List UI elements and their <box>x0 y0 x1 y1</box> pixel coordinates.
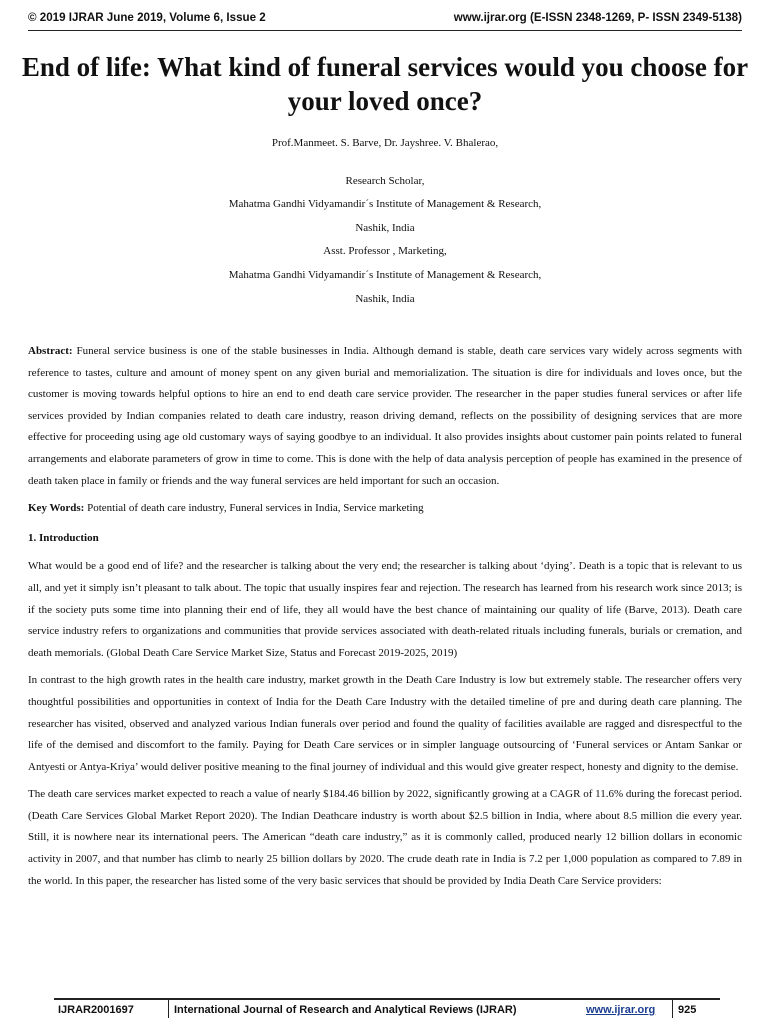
affiliation-line: Research Scholar, <box>345 174 425 187</box>
footer-rule <box>54 998 720 1000</box>
keywords-text: Potential of death care industry, Funeral services in India, Service marketing <box>87 502 424 515</box>
affiliation-line: Nashik, India <box>355 292 415 305</box>
abstract <box>28 341 742 492</box>
affiliation-line: Mahatma Gandhi Vidyamandir´s Institute of Management & Research, <box>228 198 542 211</box>
affiliation-line: Nashik, India <box>355 221 415 234</box>
footer-separator <box>168 1000 169 1018</box>
header-rule <box>28 30 742 31</box>
affiliation-line: Asst. Professor , Marketing, <box>323 245 447 258</box>
authors: Prof.Manmeet. S. Barve, Dr. Jayshree. V. Bhalerao, <box>271 137 499 149</box>
author-block <box>0 132 770 311</box>
footer-journal: International Journal of Research and Analytical Reviews (IJRAR) <box>174 1004 517 1016</box>
affiliation-line: Mahatma Gandhi Vidyamandir´s Institute of Management & Research, <box>228 268 542 281</box>
keywords <box>28 498 742 520</box>
footer-separator <box>672 1000 673 1018</box>
abstract-text: Funeral service business is one of the stable businesses in India. Although demand is stable, death care services vary widely across segments with reference to tastes, culture and amount of money spent on any given burial and memorialization. The situation is dire for individuals and loves once, but the customer is moving towards helpful options to hire an end to end death care service provider. The researcher in the paper studies funeral services or after life services provided by Indian companies related to death care industry, reason driving demand, reflects on the possibility of designing services that are more effective for proceeding using age old customary ways of saying goodbye to an individual. It also provides insights about customer pain points related to funeral arrangements and elaborate parameters of grow in time to come. This is done with the help of data analysis perception of people has examined in the presence of death taken place in family or friends and the way funeral services are held important for such an occasion. <box>28 345 743 487</box>
page-footer <box>54 998 720 1020</box>
paper-body <box>28 341 742 898</box>
page-number: 925 <box>678 1004 697 1016</box>
body-paragraph: In contrast to the high growth rates in the health care industry, market growth in the Death Care Industry is low but extremely stable. The researcher offers very thoughtful possibilities and opportunities in context of India for the Death Care Industry with the detailed timeline of pre and during death care planning. The researcher has visited, observed and analyzed various Indian funerals over period and found the quality of facilities available are ragged and disrespectful to the life of the demised and discomfort to the family. Paying for Death Care services or in simpler language outsourcing of ‘Funeral services or Antam Sankar or Antyesti or Antya-Kriya’ would deliver positive meaning to the final journey of individual and this would give greater respect, honesty and dignity to the demise. <box>28 674 742 773</box>
body-paragraph: What would be a good end of life? and the researcher is talking about the very end; the researcher is talking about ‘dying’. Death is a topic that is relevant to us all, and yet it simply isn’t pleasant to talk about. The topic that usually inspires fear and rejection. The research has learned from his research work since 2013; is if the society puts some time into planning their end of life, they all would have the best chance of maintaining our quality of life (Barve, 2013). Death care service industry refers to organizations and communities that provide services associated with death-related rituals including funerals, burials or cremation, and death memorials. (Global Death Care Service Market Size, Status and Forecast 2019-2025, 2019) <box>28 560 742 659</box>
footer-paper-id: IJRAR2001697 <box>58 1004 134 1016</box>
page-header <box>28 8 742 30</box>
header-copyright: © 2019 IJRAR June 2019, Volume 6, Issue 2 <box>28 11 266 24</box>
footer-link[interactable]: www.ijrar.org <box>586 1004 656 1016</box>
paper-title: End of life: What kind of funeral services would you choose for your loved once? <box>21 52 749 116</box>
section-heading: 1. Introduction <box>28 531 99 544</box>
abstract-label: Abstract: <box>28 345 73 357</box>
header-issn: www.ijrar.org (E-ISSN 2348-1269, P- ISSN 2349-5138) <box>453 11 742 24</box>
body-paragraph: The death care services market expected to reach a value of nearly $184.46 billion by 2022, significantly growing at a CAGR of 11.6% during the forecast period. (Death Care Services Global Market Report 2020). The Indian Deathcare industry is worth about $2.5 billion in India, where about 8.5 million die every year. Still, it is nowhere near its international peers. The American “death care industry,” as it is commonly called, produced nearly 12 billion dollars in economic activity in 2007, and that number has climb to nearly 25 billion dollars by 2020. The crude death rate in India is 7.2 per 1,000 population as compared to 7.89 in the world. In this paper, the researcher has listed some of the very basic services that should be provided by India Death Care Service providers: <box>28 788 742 887</box>
keywords-label: Key Words: <box>28 502 85 515</box>
